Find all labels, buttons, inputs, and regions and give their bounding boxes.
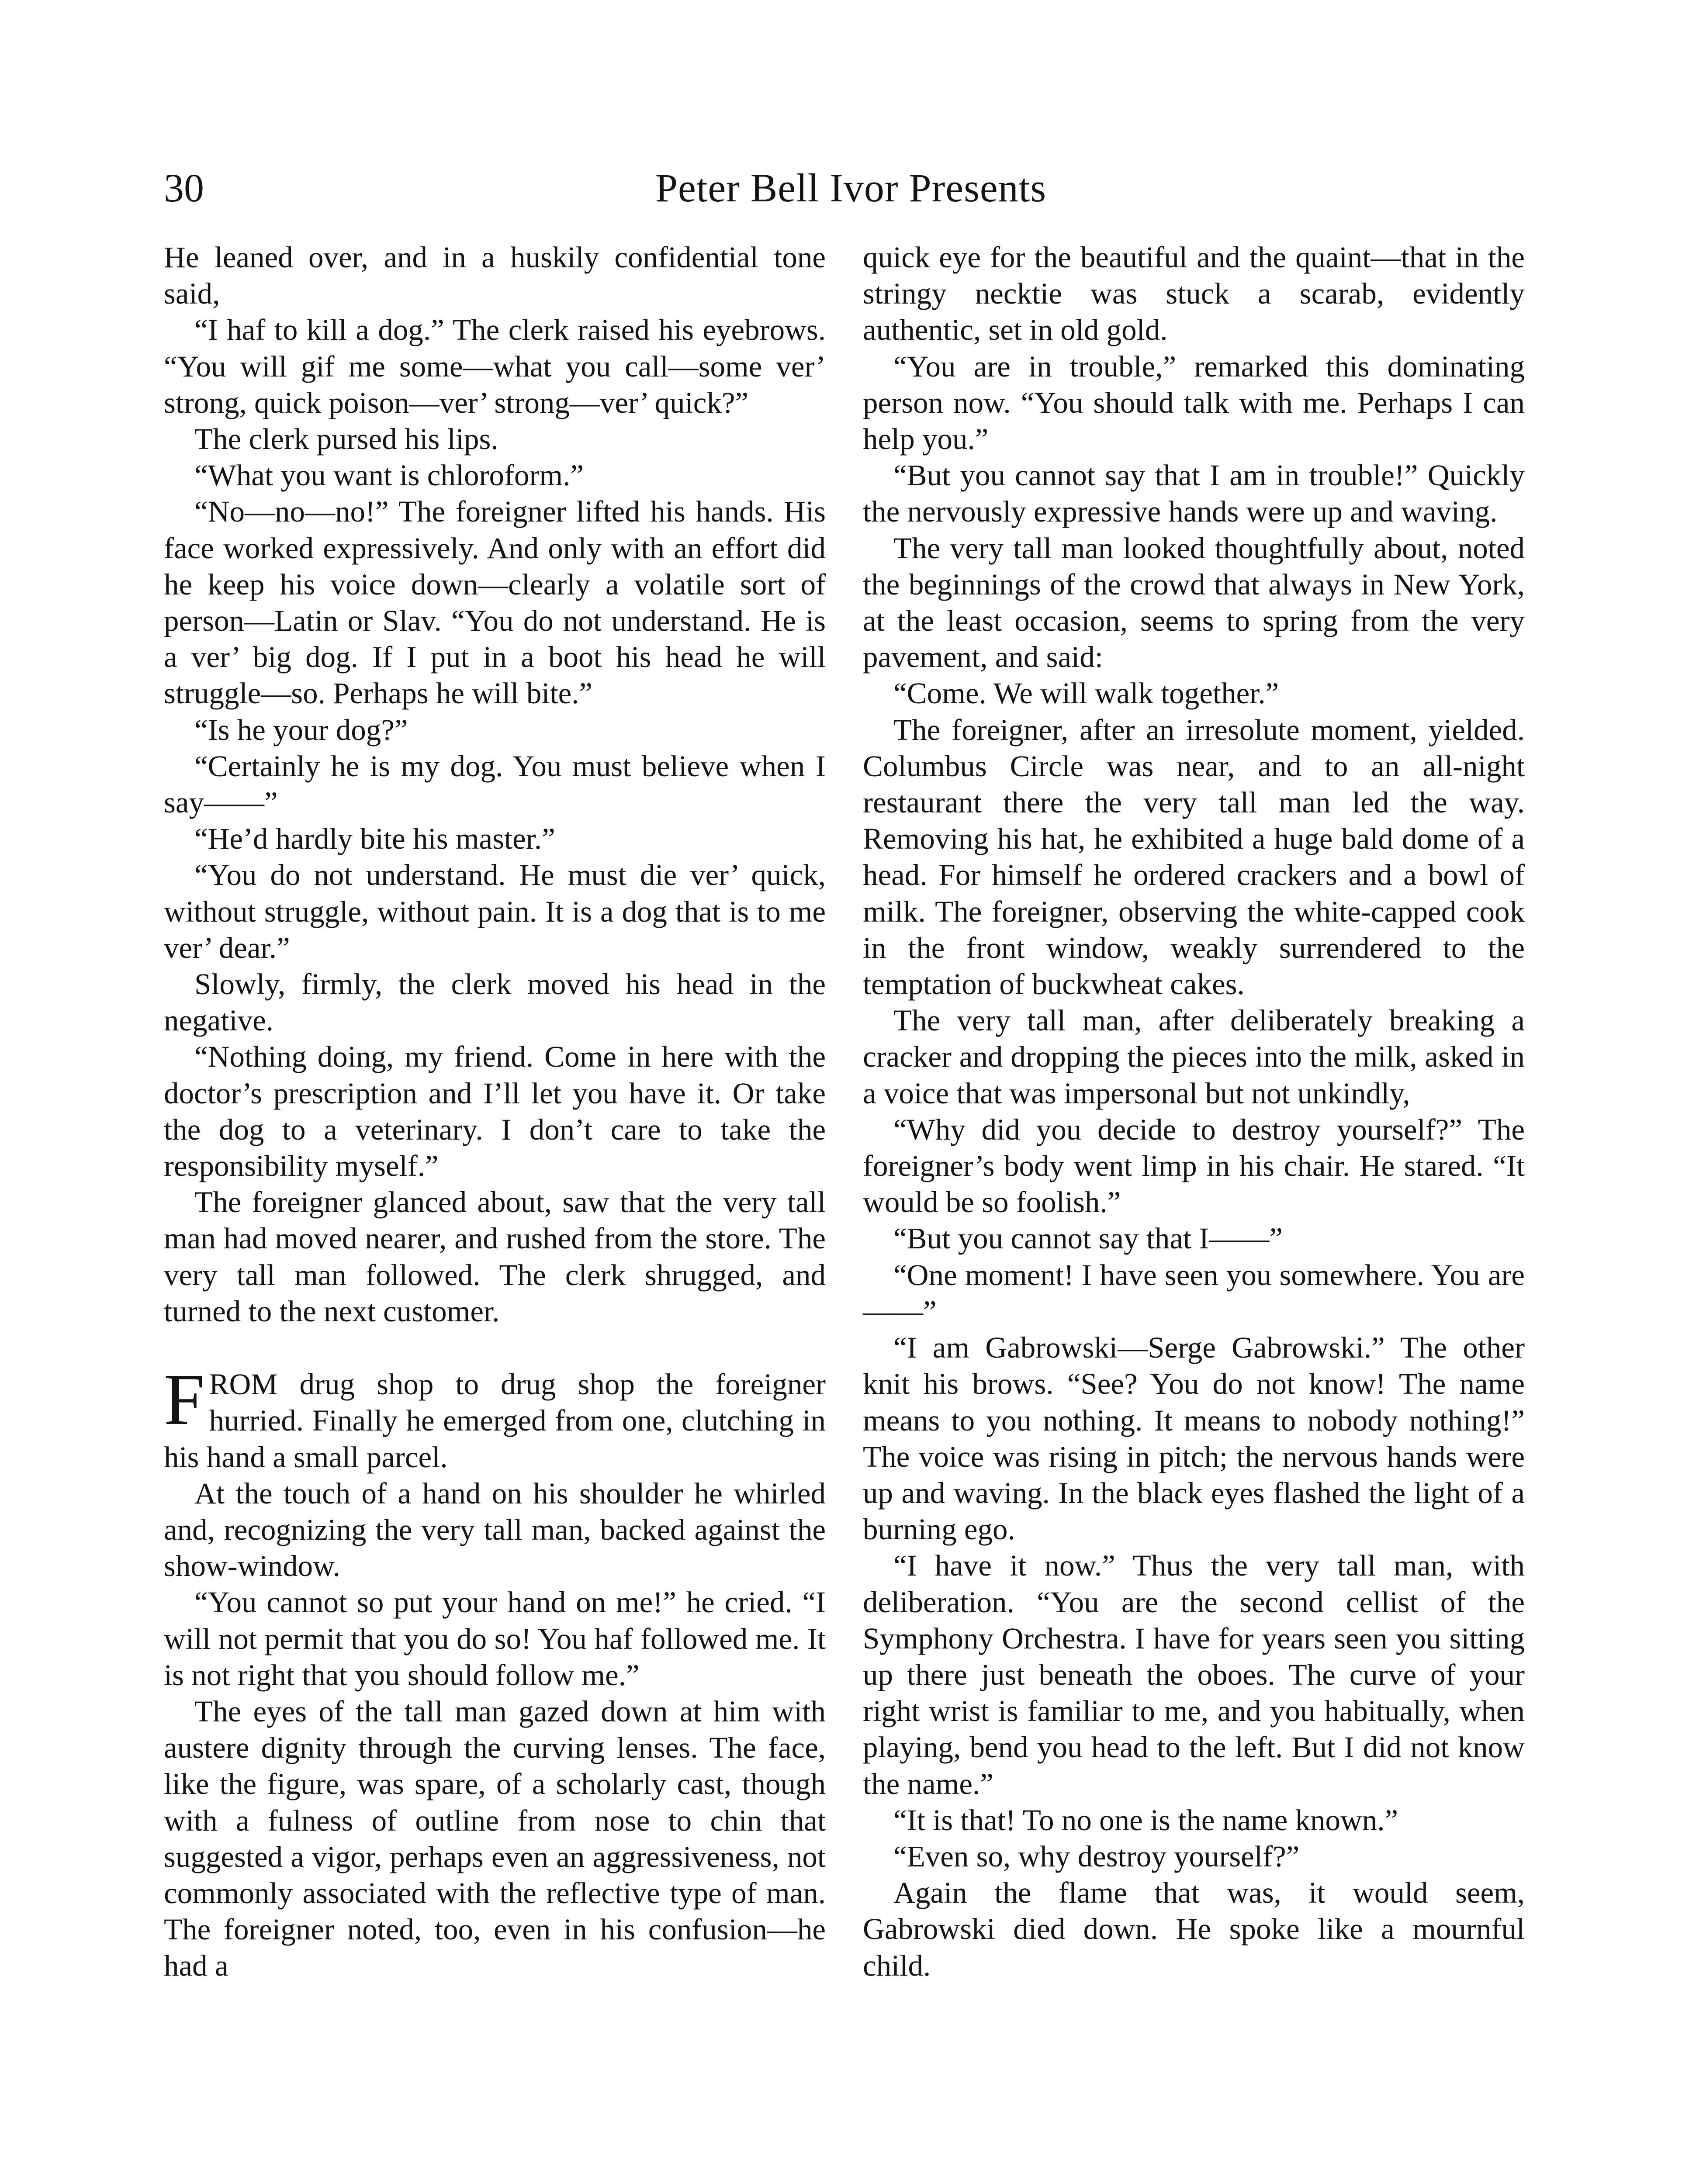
drop-cap: F (164, 1359, 205, 1441)
paragraph: The very tall man, after deliberately breaking a cracker and dropping the pieces into the milk, asked in a voice that was impersonal but not unkindly, (863, 1004, 1525, 1110)
paragraph: Again the flame that was, it would seem, Gabrowski died down. He spoke like a mournful child. (863, 1876, 1525, 1982)
paragraph: “What you want is chloroform.” (194, 459, 584, 492)
right-column (863, 239, 1525, 1984)
running-title: Peter Bell Ivor Presents (655, 166, 1047, 210)
paragraph: “He’d hardly bite his master.” (194, 822, 555, 856)
paragraph: The very tall man looked thoughtfully about, noted the beginnings of the crowd that always in New York, at the least occasion, seems to spring from the very pavement, and said: (863, 531, 1525, 674)
paragraph: The foreigner glanced about, saw that the very tall man had moved nearer, and rushed from the store. The very tall man followed. The clerk shrugged, and turned to the next customer. (164, 1185, 826, 1328)
paragraph: “Come. We will walk together.” (893, 677, 1279, 710)
paragraph: “I have it now.” Thus the very tall man, with deliberation. “You are the second cellist of the Symphony Orchestra. I have for years seen you sitting up there just beneath the oboes. The curve of your right wrist is familiar to me, and you habitually, when playing, bend you head to the left. But I did not know the name.” (863, 1549, 1525, 1800)
paragraph: “But you cannot say that I am in trouble!” Quickly the nervously expressive hands were up and waving. (863, 459, 1525, 529)
paragraph: “Is he your dog?” (194, 713, 408, 746)
paragraph: The foreigner, after an irresolute moment, yielded. Columbus Circle was near, and to an all-night restaurant there the very tall man led the way. Removing his hat, he exhibited a huge bald dome of a head. For himself he ordered crackers and a bowl of milk. The foreigner, observing the white-capped cook in the front window, weakly surrendered to the temptation of buckwheat cakes. (863, 713, 1525, 1001)
paragraph: “No—no—no!” The foreigner lifted his hands. His face worked expressively. And only with an effort did he keep his voice down—clearly a volatile sort of person—Latin or Slav. “You do not understand. He is a ver’ big dog. If I put in a boot his head he will struggle—so. Perhaps he will bite.” (164, 495, 826, 710)
paragraph: “Nothing doing, my friend. Come in here with the doctor’s prescription and I’ll let you have it. Or take the dog to a veterinary. I don’t care to take the responsibility myself.” (164, 1040, 826, 1183)
paragraph: The clerk pursed his lips. (194, 422, 498, 456)
paragraph: “Even so, why destroy yourself?” (893, 1839, 1300, 1873)
paragraph: “You cannot so put your hand on me!” he cried. “I will not permit that you do so! You haf followed me. It is not right that you should follow me.” (164, 1586, 826, 1692)
paragraph: “But you cannot say that I——” (893, 1222, 1283, 1255)
section-opening-text: ROM drug shop to drug shop the foreigner hurried. Finally he emerged from one, clutching in his hand a small parcel. (164, 1368, 826, 1474)
paragraph: “You are in trouble,” remarked this dominating person now. “You should talk with me. Perhaps I can help you.” (863, 349, 1525, 456)
paragraph: “I am Gabrowski—Serge Gabrowski.” The other knit his brows. “See? You do not know! The name means to you nothing. It means to nobody nothing!” The voice was rising in pitch; the nervous hands were up and waving. In the black eyes flashed the light of a burning ego. (863, 1331, 1525, 1546)
page-header (164, 157, 1538, 218)
paragraph: “One moment! I have seen you somewhere. You are——” (863, 1258, 1525, 1328)
paragraph: “I haf to kill a dog.” The clerk raised his eyebrows. “You will gif me some—what you call—some ver’ strong, quick poison—ver’ strong—ver’ quick?” (164, 313, 826, 419)
page-number: 30 (164, 166, 204, 210)
section-opening-paragraph (164, 1359, 826, 1476)
paragraph: The eyes of the tall man gazed down at him with austere dignity through the curving lenses. The face, like the figure, was spare, of a scholarly cast, though with a fulness of outline from nose to chin that suggested a vigor, perhaps even an aggressiveness, not commonly associated with the reflective type of man. The foreigner noted, too, even in his confusion—he had a (164, 1694, 826, 1983)
left-column (164, 239, 826, 1984)
paragraph: At the touch of a hand on his shoulder he whirled and, recognizing the very tall man, backed against the show-window. (164, 1476, 826, 1583)
paragraph-continued: quick eye for the beautiful and the quaint—that in the stringy necktie was stuck a scarab, evidently authentic, set in old gold. (863, 241, 1525, 347)
paragraph: “Certainly he is my dog. You must believe when I say——” (164, 749, 826, 819)
paragraph: Slowly, firmly, the clerk moved his head in the negative. (164, 968, 826, 1037)
paragraph: He leaned over, and in a huskily confidential tone said, (164, 241, 826, 311)
paragraph: “You do not understand. He must die ver’ quick, without struggle, without pain. It is a dog that is to me ver’ dear.” (164, 858, 826, 964)
paragraph: “Why did you decide to destroy yourself?” The foreigner’s body went limp in his chair. He stared. “It would be so foolish.” (863, 1113, 1525, 1219)
paragraph: “It is that! To no one is the name known.” (893, 1803, 1398, 1837)
